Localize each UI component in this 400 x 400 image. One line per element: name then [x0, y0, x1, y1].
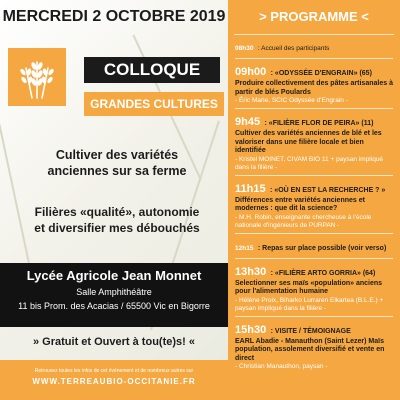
item-speaker: - Kristel MOINET, CIVAM BIO 11 + paysan impliqué dans la filière - [235, 155, 384, 171]
item-time: 12h15 [235, 244, 254, 252]
item-speaker: - Christian Manauthon, paysan - [235, 363, 328, 370]
divider [235, 108, 393, 109]
program-item [235, 62, 393, 105]
item-time: 15h30 [235, 323, 267, 336]
sub-title-line1: Filières «qualité», autonomie [34, 205, 200, 219]
footer-band [0, 360, 228, 400]
item-description: EARL Abadie - Manauthon (Saint Lezer) Maïs population, assolement diversifié et vente en direct [235, 337, 385, 362]
program-item [235, 37, 393, 55]
item-description: Produire collectivement des pâtes artisanales à partir de blés Poulards [235, 80, 393, 96]
program-item [235, 262, 393, 313]
program-item [235, 320, 393, 372]
item-label: : Accueil des participants [257, 45, 330, 52]
divider [235, 233, 393, 234]
program-item [235, 237, 393, 255]
divider [235, 175, 393, 176]
program-item [235, 179, 393, 230]
item-time: 9h45 [235, 116, 261, 128]
sub-title-line2: et diversifier mes débouchés [34, 220, 200, 235]
item-label: : «FILIÈRE ARTO GORRIA» (64) [270, 269, 376, 277]
wheat-icon [8, 48, 66, 106]
main-title-line2: anciennes sur sa ferme [47, 164, 187, 178]
venue-room: Salle Amphithéâtre [76, 287, 152, 297]
item-time: 09h00 [235, 66, 267, 78]
grandes-cultures-banner: GRANDES CULTURES [84, 92, 224, 116]
wheat-logo [8, 48, 66, 106]
free-entry-text: » Gratuit et Ouvert à tou(te)s! « [33, 336, 195, 348]
main-title-line1: Cultiver des variétés [55, 148, 179, 162]
program-title: > PROGRAMME < [234, 0, 394, 35]
main-title [12, 147, 222, 179]
event-date: MERCREDI 2 OCTOBRE 2019 [2, 8, 226, 25]
program-item [235, 112, 393, 172]
program-panel [228, 0, 400, 400]
item-speaker: - Hélène Proix, Biharko Lurraren Elkartea (B.L.E.) + paysan impliqué dans la filière - [235, 296, 384, 312]
item-label: : VISITE / TÉMOIGNAGE [270, 327, 351, 335]
item-description: Différences entre variétés anciennes et modernes : que dit la science? [235, 196, 365, 212]
program-list [228, 35, 400, 371]
item-time: 11h15 [235, 182, 266, 195]
item-time: 08h30 [235, 45, 254, 52]
sub-title [12, 205, 222, 236]
item-time: 13h30 [235, 265, 267, 278]
divider [235, 316, 393, 317]
item-speaker: - Éric Marie, SCIC Odyssée d'Engrain - [235, 97, 348, 104]
footer-note: Retrouvez toutes les infos de cet évènement et de nombreux autres sur [34, 368, 194, 374]
item-description: Cultiver des variétés anciennes de blé et les valoriser dans une filière locale et bien identifiée [235, 130, 382, 154]
item-label: : «FILIÈRE FLOR DE PEIRA» (11) [264, 120, 374, 127]
item-label: : Repas sur place possible (voir verso) [257, 244, 387, 252]
venue-address: 11 bis Prom. des Acacias / 65500 Vic en Bigorre [18, 301, 210, 311]
venue-box [0, 263, 228, 327]
website-link[interactable]: WWW.TERREAUBIO-OCCITANIE.FR [32, 377, 196, 386]
item-description: Selectionner ses maïs «population» anciens pour l'alimentation humaine [235, 279, 383, 295]
item-label: : «OÙ EN EST LA RECHERCHE ? » [270, 186, 386, 194]
colloque-banner: COLLOQUE [84, 57, 220, 83]
venue-school: Lycée Agricole Jean Monnet [26, 268, 202, 283]
item-speaker: - M.H. Robin, enseignante chercheuse à l'école nationale d'ingénieurs de PURPAN - [235, 213, 372, 229]
divider [235, 258, 393, 259]
divider [235, 58, 393, 59]
item-label: : «ODYSSÉE D'ENGRAIN» (65) [270, 70, 372, 77]
